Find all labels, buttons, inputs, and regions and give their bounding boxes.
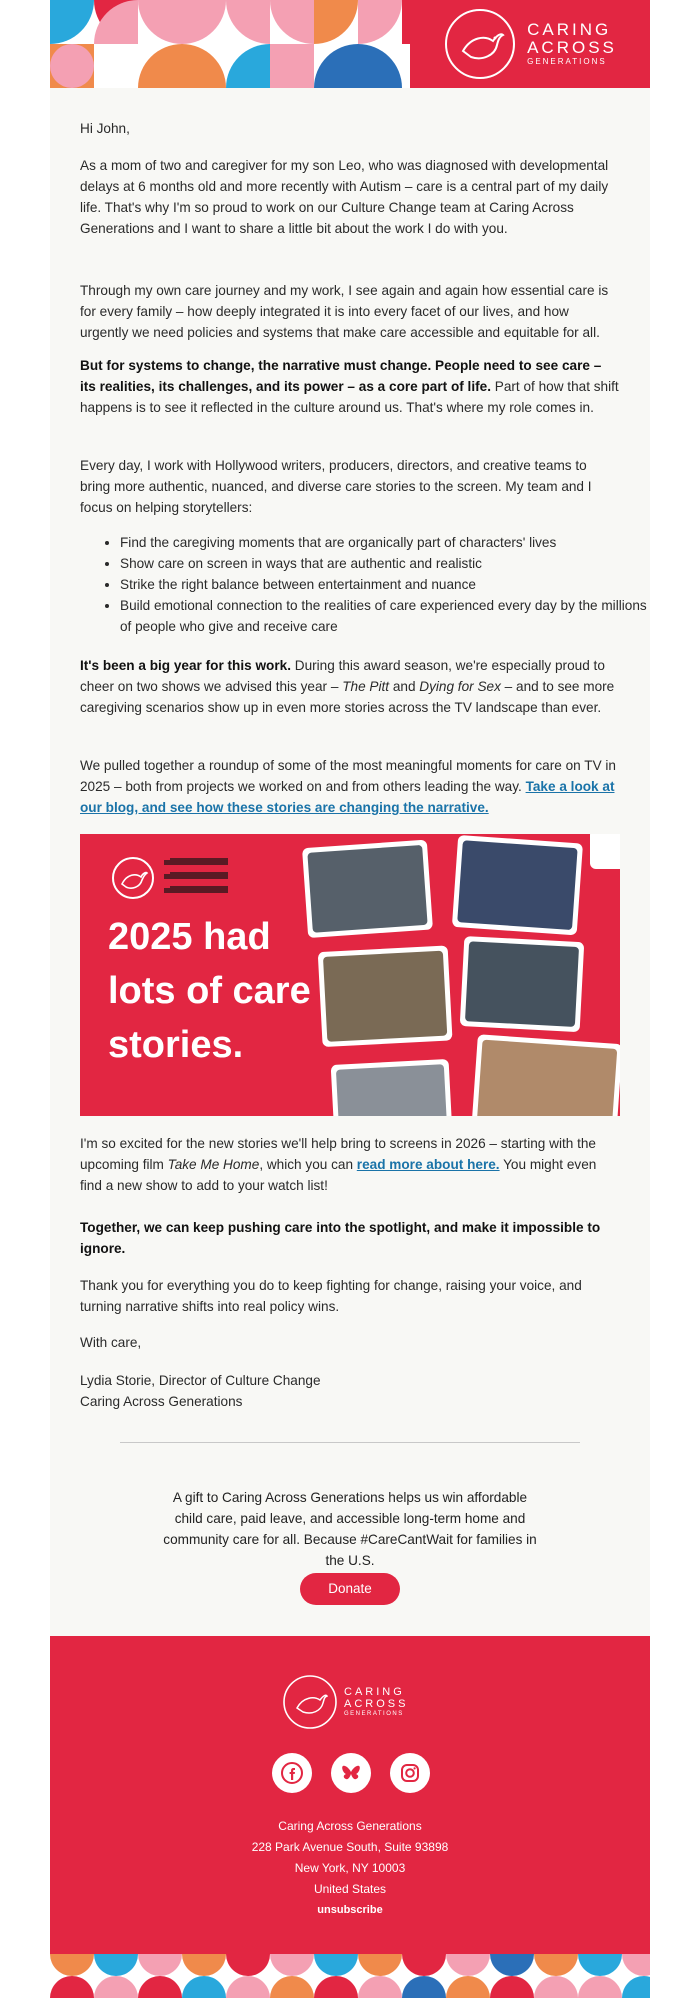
paragraph-journey: Through my own care journey and my work, I see again and again how essential care is for every family – how deeply integrated it is into every facet of our lives, and how urgently we need policies and systems that make care accessible and equitable for all. [80,283,609,340]
list-item: • Strike the right balance between entertainment and nuance [120,574,660,595]
email-container [50,0,650,1998]
footer-pattern [50,1954,650,1998]
banner-headline [108,910,311,1072]
divider [120,1442,580,1443]
signoff: With care, [80,1335,142,1350]
bluesky-icon[interactable] [331,1753,371,1793]
blog-link[interactable]: Take a look at our blog, and see how these stories are changing the narrative. [80,779,615,815]
social-links [272,1753,430,1793]
focus-list [80,532,660,637]
paragraph-together: Together, we can keep pushing care into the spotlight, and make it impossible to ignore. [80,1220,601,1256]
footer-country: United States [313,1882,387,1896]
header-pattern [50,0,410,88]
upcoming-text-b: , which you can [259,1157,357,1172]
paragraph-intro: As a mom of two and caregiver for my son Leo, who was diagnosed with developmental delays at 6 months old and more recently with Autism – care is a central part of my daily life. That's why I'm so proud to work on our Culture Change team at Caring Across Generations and I want to share a little bit about the work I do with you. [80,158,609,236]
footer-brand-line-1: CARING [344,1686,405,1698]
brand-line-2: ACROSS [527,38,617,57]
footer-city: New York, NY 10003 [294,1861,406,1875]
paragraph-hollywood: Every day, I work with Hollywood writers, producers, directors, and creative teams to bring more authentic, nuanced, and diverse care stories to the screen. My team and I focus on helping storytellers: [80,458,592,515]
footer-logo [282,1674,408,1730]
banner-line-1: 2025 had [108,916,271,958]
footer-brand-line-3: GENERATIONS [344,1711,404,1717]
greeting: Hi John, [80,121,130,136]
roundup-text: We pulled together a roundup of some of the most meaningful moments for care on TV in 2025 – both from projects we worked on and from others leading the way. [80,758,616,794]
show-title-dying-for-sex: Dying for Sex [419,679,501,694]
upcoming-text-c: You might even find a new show to add to your watch list! [80,1157,597,1193]
signature-org: Caring Across Generations [80,1394,243,1409]
paragraph-2026 [80,1133,620,1196]
paragraph-narrative [80,355,620,418]
unsubscribe-link[interactable]: unsubscribe [317,1904,383,1916]
brand-wordmark [527,21,617,67]
footer-org-name: Caring Across Generations [278,1819,422,1833]
gift-text: A gift to Caring Across Generations helps us win affordable child care, paid leave, and accessible long-term home and community care for all. Because #CareCantWait for families in the U.S. [163,1489,537,1568]
list-item: • Build emotional connection to the realities of care experienced every day by the millions of people who give and receive care [120,595,660,637]
bird-logo-icon [443,7,517,81]
footer-street: 228 Park Avenue South, Suite 93898 [251,1840,449,1854]
show-title-the-pitt: The Pitt [342,679,390,694]
paragraph-award-season [80,655,620,718]
brand-line-1: CARING [527,20,612,39]
narrative-rest: Part of how that shift happens is to see it reflected in the culture around us. That's where my role comes in. [80,379,619,415]
footer-address [50,1816,650,1921]
footer-bird-logo-icon [282,1674,338,1730]
award-and: and [389,679,420,694]
donate-button[interactable]: Donate [300,1573,400,1605]
upcoming-text-a: I'm so excited for the new stories we'll help bring to screens in 2026 – starting with the upcoming film [80,1136,596,1172]
brand-block [410,0,650,88]
award-text-a: During this award season, we're especially proud to cheer on two shows we advised this year – [80,658,605,694]
care-stories-banner[interactable] [80,834,620,1116]
email-header [50,0,650,88]
award-text-b: – and to see more caregiving scenarios show up in even more stories across the TV landscape than ever. [80,679,615,715]
footer-wordmark [344,1686,408,1718]
footer [50,1636,650,1954]
signature-name: Lydia Storie, Director of Culture Change [80,1373,321,1388]
facebook-icon[interactable] [272,1753,312,1793]
list-item: • Show care on screen in ways that are authentic and realistic [120,553,660,574]
film-title: Take Me Home [167,1157,260,1172]
narrative-bold: But for systems to change, the narrative must change. People need to see care – its realities, its challenges, and its power – as a core part of life. [80,358,602,394]
award-bold: It's been a big year for this work. [80,658,291,673]
footer-brand-line-2: ACROSS [344,1698,409,1710]
instagram-icon[interactable] [390,1753,430,1793]
brand-line-3: GENERATIONS [527,57,607,66]
banner-line-2: lots of care [108,970,311,1012]
read-more-link[interactable]: read more about here. [356,1157,500,1172]
paragraph-roundup [80,755,620,818]
banner-line-3: stories. [108,1024,244,1066]
paragraph-thanks: Thank you for everything you do to keep fighting for change, raising your voice, and turning narrative shifts into real policy wins. [80,1278,582,1314]
list-item: • Find the caregiving moments that are organically part of characters' lives [120,532,660,553]
